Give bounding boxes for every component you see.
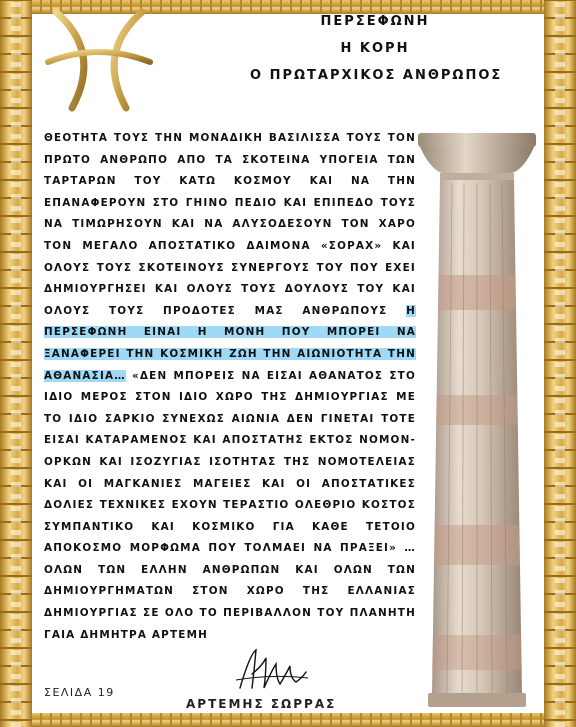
page-title	[250, 8, 503, 89]
author-name: ΑΡΤΕΜΗΣ ΣΩΡΡΑΣ	[186, 697, 337, 711]
greek-key-border-left	[0, 0, 32, 727]
body-text	[44, 128, 416, 646]
body-text-part-2: «ΔΕΝ ΜΠΟΡΕΙΣ ΝΑ ΕΙΣΑΙ ΑΘΑΝΑΤΟΣ ΣΤΟ ΙΔΙΟ ΜΕΡΟΣ ΣΤΟΝ ΙΔΙΟ ΧΩΡΟ ΤΗΣ ΔΗΜΙΟΥΡΓΙΑΣ ΜΕ ΤΟ ΙΔΙΟ ΣΑΡΚΙΟ ΣΥΝΕΧΩΣ ΑΙΩΝΙΑ ΔΕΝ ΓΙΝΕΤΑΙ ΤΟΤΕ ΕΙΣΑΙ ΚΑΤΑΡΑΜΕΝΟΣ ΚΑΙ ΑΠΟΣΤΑΤΗΣ ΕΚΤΟΣ ΝΟΜΟΝ-ΟΡΚΩΝ ΚΑΙ ΙΣΟΖΥΓΙΑΣ ΙΣΟΤΗΤΑΣ ΤΗΣ ΝΟΜΟΤΕΛΕΙΑΣ ΚΑΙ ΟΙ ΜΑΓΚΑΝΙΕΣ ΜΑΓΕΙΕΣ ΚΑΙ ΟΙ ΑΠΟΣΤΑΤΙΚΕΣ ΔΟΛΙΕΣ ΤΕΧΝΙΚΕΣ ΕΧΟΥΝ ΤΕΡΑΣΤΙΟ ΟΛΕΘΡΙΟ ΚΟΣΤΟΣ ΣΥΜΠΑΝΤΙΚΟ ΚΑΙ ΚΟΣΜΙΚΟ ΓΙΑ ΚΑΘΕ ΤΕΤΟΙΟ ΑΠΟΚΟΣΜΟ ΜΟΡΦΩΜΑ ΠΟΥ ΤΟΛΜΑΕΙ ΝΑ ΠΡΑΞΕΙ» … ΟΛΩΝ ΤΩΝ ΕΛΛΗΝ ΑΝΘΡΩΠΩΝ ΚΑΙ ΟΛΩΝ ΤΩΝ ΔΗΜΙΟΥΡΓΗΜΑΤΩΝ ΣΤΟΝ ΧΩΡΟ ΤΗΣ ΕΛΛΑΝΙΑΣ ΔΗΜΙΟΥΡΓΙΑΣ ΣΕ ΟΛΟ ΤΟ ΠΕΡΙΒΑΛΛΟΝ ΤΟΥ ΠΛΑΝΗΤΗ ΓΑΙΑ ΔΗΜΗΤΡΑ ΑΡΤΕΜΗ	[44, 369, 416, 641]
title-line-1: ΠΕΡΣΕΦΩΝΗ	[320, 14, 430, 29]
greek-key-border-bottom	[0, 713, 576, 727]
gold-emblem-logo	[44, 8, 154, 112]
doric-column-image	[412, 125, 542, 710]
title-line-3: Ο ΠΡΩΤΑΡΧΙΚΟΣ ΑΝΘΡΩΠΟΣ	[250, 68, 503, 83]
highlighted-text: Η ΠΕΡΣΕΦΩΝΗ ΕΙΝΑΙ Η ΜΟΝΗ ΠΟΥ ΜΠΟΡΕΙ ΝΑ ΞΑΝΑΦΕΡΕΙ ΤΗΝ ΚΟΣΜΙΚΗ ΖΩΗ ΤΗΝ ΑΙΩΝΙΟΤΗΤΑ ΤΗΝ ΑΘΑΝΑΣΙΑ…	[44, 304, 416, 382]
page-number: ΣΕΛΙΔΑ 19	[44, 686, 115, 699]
body-text-part-1: ΘΕΟΤΗΤΑ ΤΟΥΣ ΤΗΝ ΜΟΝΑΔΙΚΗ ΒΑΣΙΛΙΣΣΑ ΤΟΥΣ ΤΟΝ ΠΡΩΤΟ ΑΝΘΡΩΠΟ ΑΠΟ ΤΑ ΣΚΟΤΕΙΝΑ ΥΠΟΓΕΙΑ ΤΩΝ ΤΑΡΤΑΡΩΝ ΤΟΥ ΚΑΤΩ ΚΟΣΜΟΥ ΚΑΙ ΝΑ ΤΗΝ ΕΠΑΝΑΦΕΡΟΥΝ ΣΤΟ ΓΗΙΝΟ ΠΕΔΙΟ ΚΑΙ ΕΠΙΠΕΔΟ ΤΟΥΣ ΝΑ ΤΙΜΩΡΗΣΟΥΝ ΚΑΙ ΝΑ ΑΛΥΣΟΔΕΣΟΥΝ ΤΟΝ ΧΑΡΟ ΤΟΝ ΜΕΓΑΛΟ ΑΠΟΣΤΑΤΙΚΟ ΔΑΙΜΟΝΑ «ΣΟΡΑΧ» ΚΑΙ ΟΛΟΥΣ ΤΟΥΣ ΣΚΟΤΕΙΝΟΥΣ ΣΥΝΕΡΓΟΥΣ ΤΟΥ ΠΟΥ ΕΧΕΙ ΔΗΜΙΟΥΡΓΗΣΕΙ ΚΑΙ ΟΛΟΥΣ ΤΟΥΣ ΔΟΥΛΟΥΣ ΤΟΥ ΚΑΙ ΟΛΟΥΣ ΤΟΥΣ ΠΡΟΔΟΤΕΣ ΜΑΣ ΑΝΘΡΩΠΟΥΣ	[44, 132, 416, 317]
author-signature	[232, 644, 310, 696]
title-line-2: Η ΚΟΡΗ	[340, 41, 410, 56]
greek-key-border-right	[544, 0, 576, 727]
